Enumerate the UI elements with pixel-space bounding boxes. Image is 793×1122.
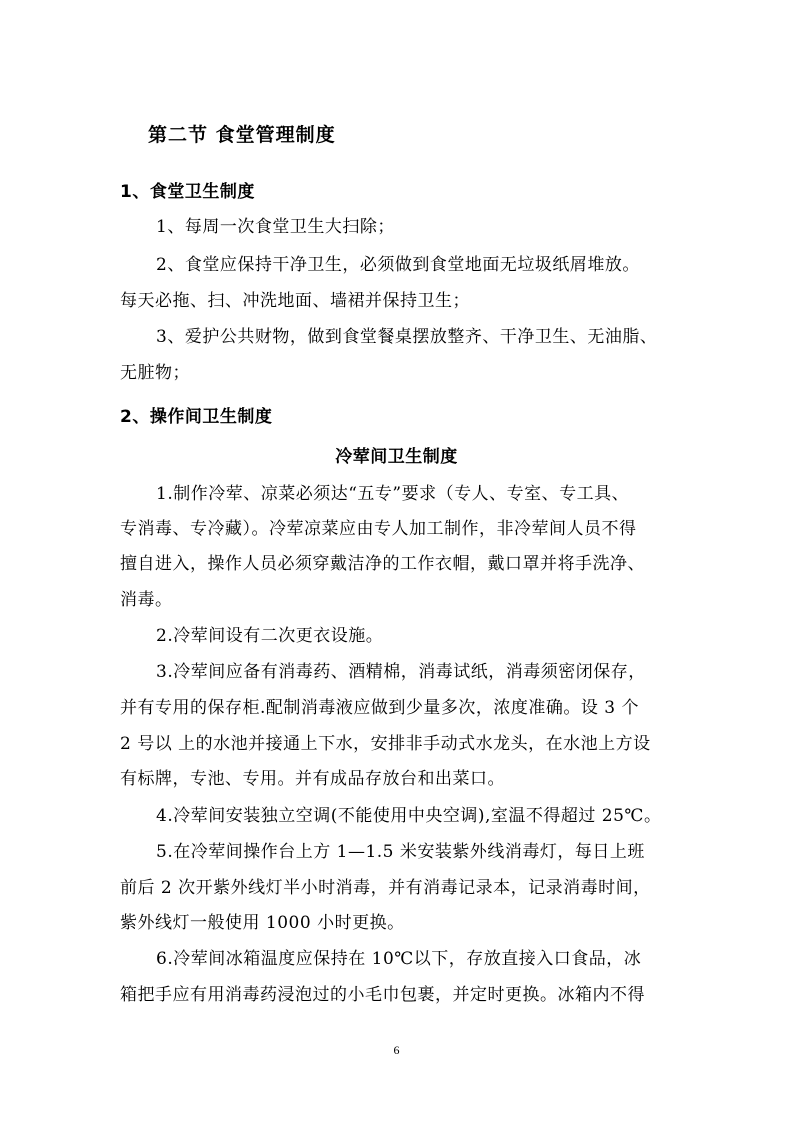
page-number: 6	[393, 1043, 400, 1057]
paragraph-line: 1.制作冷荤、凉菜必须达“五专”要求（专人、专室、专工具、	[156, 484, 630, 504]
paragraph-line: 并有专用的保存柜.配制消毒液应做到少量多次，浓度准确。设 3 个	[120, 698, 640, 718]
paragraph-line: 箱把手应有用消毒药浸泡过的小毛巾包裹，并定时更换。冰箱内不得	[120, 985, 645, 1005]
paragraph-line: 消毒。	[120, 590, 173, 610]
paragraph-line: 6.冷荤间冰箱温度应保持在 10℃以下，存放直接入口食品，冰	[156, 949, 642, 969]
heading-operation-room-hygiene: 2、操作间卫生制度	[120, 407, 273, 427]
paragraph-line: 前后 2 次开紫外线灯半小时消毒，并有消毒记录本，记录消毒时间，	[120, 878, 651, 898]
heading-canteen-hygiene: 1、食堂卫生制度	[120, 182, 255, 202]
paragraph-line: 紫外线灯一般使用 1000 小时更换。	[120, 913, 405, 933]
paragraph-line: 专消毒、专冷藏）。冷荤凉菜应由专人加工制作，非冷荤间人员不得	[120, 519, 637, 539]
paragraph-line: 无脏物；	[120, 363, 190, 383]
paragraph-line: 5.在冷荤间操作台上方 1—1.5 米安装紫外线消毒灯，每日上班	[156, 842, 645, 862]
paragraph-line: 1、每周一次食堂卫生大扫除；	[156, 217, 395, 237]
paragraph-line: 2 号以 上的水池并接通上下水，安排非手动式水龙头，在水池上方设	[120, 734, 651, 754]
paragraph-line: 每天必拖、扫、冲洗地面、墙裙并保持卫生；	[120, 291, 470, 311]
paragraph-line: 2.冷荤间设有二次更衣设施。	[156, 626, 384, 646]
section-title: 第二节 食堂管理制度	[148, 124, 336, 146]
paragraph-line: 3、爱护公共财物，做到食堂餐桌摆放整齐、干净卫生、无油脂、	[156, 327, 658, 347]
center-title: 冷荤间卫生制度	[335, 447, 458, 467]
paragraph-line: 2、食堂应保持干净卫生，必须做到食堂地面无垃圾纸屑堆放。	[156, 255, 640, 275]
paragraph-line: 3.冷荤间应备有消毒药、酒精棉，消毒试纸，消毒须密闭保存，	[156, 662, 646, 682]
paragraph-line: 有标牌，专池、专用。并有成品存放台和出菜口。	[120, 769, 505, 789]
paragraph-line: 4.冷荤间安装独立空调(不能使用中央空调),室温不得超过 25℃。	[156, 806, 662, 826]
paragraph-line: 擅自进入，操作人员必须穿戴洁净的工作衣帽，戴口罩并将手洗净、	[120, 554, 645, 574]
